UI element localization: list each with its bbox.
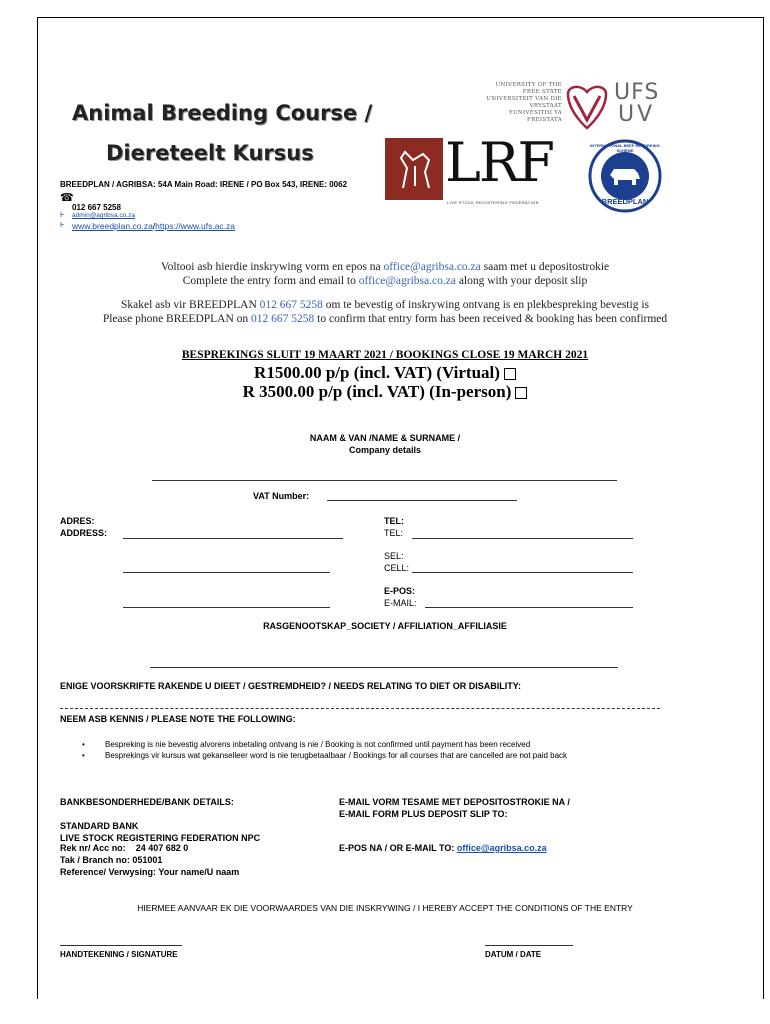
phone-line-english: Please phone BREEDPLAN on 012 667 5258 to confirm that entry form has been received & booking has been confirmed [102, 313, 668, 325]
signature-label: HANDTEKENING / SIGNATURE [60, 950, 178, 959]
lrf-subtitle: LIVE STOCK REGISTERING FEDERATION [447, 200, 539, 205]
account-number-row [60, 843, 188, 853]
breedplan-logo [588, 139, 662, 213]
website-links [72, 221, 235, 231]
email-to-link[interactable]: office@agribsa.co.za [456, 843, 547, 853]
email-field[interactable] [425, 607, 633, 608]
lrf-logo [385, 131, 565, 206]
diet-label: ENIGE VOORSKRIFTE RAKENDE U DIEET / GESTREMDHEID? / NEEDS RELATING TO DIET OR DISABILITY: [60, 681, 522, 691]
intro-line-afrikaans: Voltooi asb hierdie inskrywing vorm en epos na office@agribsa.co.za saam met u depositostrokie [160, 261, 610, 273]
breedplan-name: BREEDPLAN [601, 197, 649, 206]
inperson-checkbox[interactable] [515, 387, 527, 399]
address-field-1[interactable] [123, 538, 343, 539]
notes-heading: NEEM ASB KENNIS / PLEASE NOTE THE FOLLOWING: [60, 714, 296, 724]
price-virtual-row [0, 363, 770, 383]
date-field[interactable] [485, 945, 573, 946]
payment-reference: Reference/ Verwysing: Your name/U naam [60, 867, 240, 877]
breedplan-ring-text: INTERNATIONAL BEEF RECORDING SCHEME [590, 143, 660, 153]
email-to-label: E-POS NA / OR E-MAIL TO: [339, 843, 457, 853]
lrf-mark: LRF [445, 131, 553, 194]
ufs-text-block: UNIVERSITY OF THE FREE STATE UNIVERSITEIT VAN DIE VRYSTAAT YUNIVESITHI YA FREISTATA [486, 82, 562, 123]
tel-label: TEL: [384, 528, 404, 538]
address-label: ADDRESS: [60, 528, 108, 538]
email-icon: Ͱ [60, 212, 65, 219]
sel-label: SEL: [384, 551, 404, 561]
virtual-checkbox[interactable] [504, 368, 516, 380]
uv-mark: UV [618, 102, 656, 127]
email-to-row [339, 843, 547, 853]
office-email-link-1[interactable]: office@agribsa.co.za [383, 261, 481, 273]
tel-field[interactable] [412, 538, 633, 539]
tel-label-bold: TEL: [384, 516, 404, 526]
note-item-2: Besprekings vir kursus wat gekanselleer word is nie terugbetaalbaar / Bookings for all courses that are cancelled are not paid back [105, 751, 568, 760]
company-label: Company details [348, 445, 422, 455]
ufs-emblem-icon [562, 82, 612, 132]
cell-field[interactable] [412, 572, 633, 573]
adres-label: ADRES: [60, 516, 95, 526]
branch-number: Tak / Branch no: 051001 [60, 855, 163, 865]
kudu-icon [385, 138, 443, 200]
website-separator: / [152, 221, 156, 231]
note-item-1: Bespreking is nie bevestig alvorens inbetaling ontvang is nie / Booking is not confirmed until payment has been received [105, 740, 531, 749]
note-bullet-1: • [82, 740, 85, 749]
breedplan-phone-2: 012 667 5258 [251, 313, 315, 325]
ufs-logo [472, 82, 682, 134]
phone-number: 012 667 5258 [72, 203, 121, 212]
lrf-animal-emblem [385, 138, 443, 200]
address-field-3[interactable] [123, 607, 330, 608]
email-label: E-MAIL: [384, 598, 417, 608]
society-label: RASGENOOTSKAP_SOCIETY / AFFILIATION_AFFILIASIE [263, 621, 507, 631]
breedplan-website-link[interactable]: www.breedplan.co.za [72, 221, 153, 231]
intro-line-english: Complete the entry form and email to office@agribsa.co.za along with your deposit slip [182, 275, 588, 287]
page-border-top [37, 17, 763, 18]
phone-line-afrikaans: Skakel asb vir BREEDPLAN 012 667 5258 om te bevestig of inskrywing ontvang is en plekbespreking bevestig is [121, 299, 649, 311]
course-title-english: Animal Breeding Course / [72, 101, 373, 125]
breedplan-phone-1: 012 667 5258 [259, 299, 323, 311]
postal-address: BREEDPLAN / AGRIBSA: 54A Main Road: IRENE / PO Box 543, IRENE: 0062 [60, 180, 348, 189]
vat-label: VAT Number: [253, 491, 310, 501]
email-form-line-1: E-MAIL VORM TESAME MET DEPOSITOSTROKIE NA / [339, 797, 570, 807]
diet-field[interactable] [60, 708, 660, 709]
price-inperson-row [0, 382, 770, 402]
phone-icon: ☎ [60, 192, 74, 204]
name-label: NAAM & VAN /NAME & SURNAME / [309, 433, 461, 443]
price-inperson: R 3500.00 p/p (incl. VAT) (In-person) [242, 382, 512, 401]
price-virtual: R1500.00 p/p (incl. VAT) (Virtual) [254, 363, 500, 382]
office-email-link-2[interactable]: office@agribsa.co.za [358, 275, 456, 287]
society-field[interactable] [150, 667, 618, 668]
cell-label: CELL: [384, 563, 410, 573]
epos-label: E-POS: [384, 586, 416, 596]
course-title-afrikaans: Diereteelt Kursus [106, 141, 314, 165]
bank-heading: BANKBESONDERHEDE/BANK DETAILS: [60, 797, 234, 807]
date-label: DATUM / DATE [485, 950, 542, 959]
page-border-left [37, 17, 38, 999]
vat-field[interactable] [327, 500, 517, 501]
note-bullet-2: • [82, 751, 85, 760]
signature-field[interactable] [60, 945, 182, 946]
web-icon: Ͱ [60, 222, 65, 229]
ufs-mark: UFS [614, 80, 660, 105]
address-field-2[interactable] [123, 572, 330, 573]
booking-close-date: BESPREKINGS SLUIT 19 MAART 2021 / BOOKINGS CLOSE 19 MARCH 2021 [181, 349, 589, 361]
account-name: LIVE STOCK REGISTERING FEDERATION NPC [60, 833, 261, 843]
admin-email-link[interactable]: admin@agribsa.co.za [72, 212, 135, 219]
account-number: 24 407 682 0 [135, 843, 189, 853]
page-border-right [763, 17, 764, 999]
bank-name: STANDARD BANK [60, 821, 139, 831]
ufs-website-link[interactable]: https://www.ufs.ac.za [155, 221, 236, 231]
email-form-line-2: E-MAIL FORM PLUS DEPOSIT SLIP TO: [339, 809, 508, 819]
account-number-label: Rek nr/ Acc no: [60, 843, 126, 853]
accept-conditions: HIERMEE AANVAAR EK DIE VOORWAARDES VAN DIE INSKRYWING / I HEREBY ACCEPT THE CONDITIONS OF THE ENTRY [137, 903, 633, 913]
name-field[interactable] [152, 480, 617, 481]
